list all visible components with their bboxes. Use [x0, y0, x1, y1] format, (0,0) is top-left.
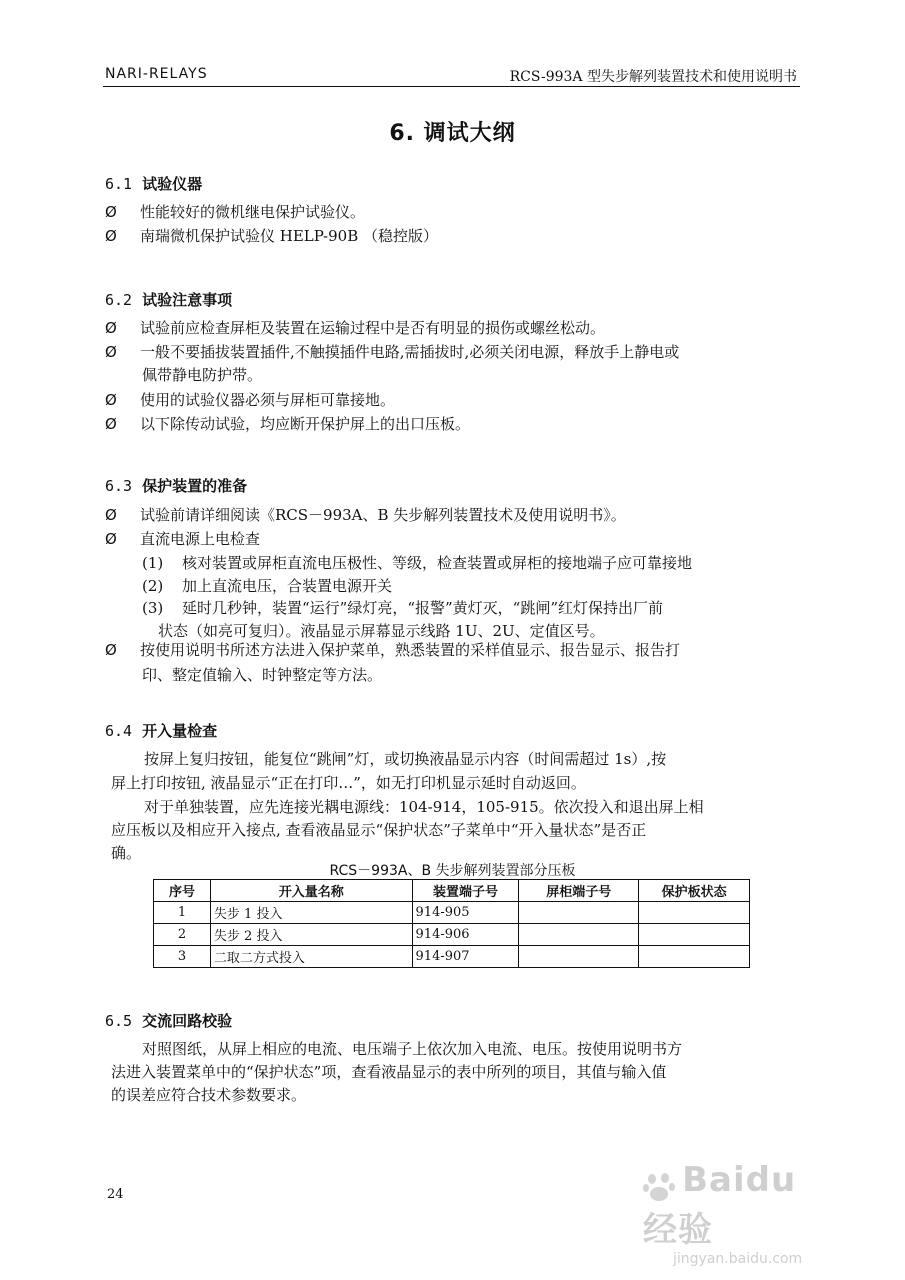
table-cell: 失步 2 投入 [210, 924, 412, 946]
bullet-icon: Ø [105, 506, 117, 524]
bullet-icon: Ø [105, 319, 117, 337]
section-number: 6.5 [105, 1012, 133, 1030]
section-title: 保护装置的准备 [142, 477, 248, 495]
section-title: 试验注意事项 [142, 291, 233, 309]
sub-item-text: 加上直流电压，合装置电源开关 [182, 577, 393, 595]
column-header: 屏柜端子号 [519, 880, 639, 902]
watermark-url: jingyan.baidu.com [673, 1250, 803, 1267]
item-text: 按使用说明书所述方法进入保护菜单，熟悉装置的采样值显示、报告显示、报告打 [140, 641, 681, 659]
sub-item-text: 核对装置或屏柜直流电压极性、等级，检查装置或屏柜的接地端子应可靠接地 [182, 554, 693, 572]
section-number: 6.1 [105, 175, 133, 193]
list-item [105, 200, 365, 224]
table-caption: RCS－993A、B 失步解列装置部分压板 [329, 863, 576, 879]
table-cell [639, 902, 750, 924]
list-item [105, 316, 605, 340]
list-item [105, 638, 680, 662]
watermark-logo-row [643, 1160, 843, 1251]
column-header: 序号 [154, 880, 211, 902]
sub-item [142, 552, 692, 573]
section-number: 6.4 [105, 722, 133, 740]
header-doc-title: RCS-993A 型失步解列装置技术和使用说明书 [509, 69, 797, 85]
item-text: 南瑞微机保护试验仪 HELP-90B （稳控版） [140, 227, 438, 245]
table-cell: 914-907 [412, 946, 519, 968]
column-header: 装置端子号 [412, 880, 519, 902]
sub-item-number: (1) [142, 554, 164, 572]
watermark-logo-text: Baidu 经验 [643, 1160, 797, 1250]
table-cell [519, 924, 639, 946]
bullet-icon: Ø [105, 227, 117, 245]
header-divider [103, 86, 800, 87]
section-title: 交流回路校验 [142, 1012, 233, 1030]
section-6-2-heading [105, 289, 232, 310]
pressure-plate-table [153, 879, 750, 968]
sub-item-number: (2) [142, 577, 164, 595]
sub-item [142, 597, 663, 618]
table-row [154, 902, 750, 924]
list-item [105, 503, 626, 527]
section-6-3-heading [105, 475, 247, 496]
item-text: 一般不要插拔装置插件,不触摸插件电路,需插拔时,必须关闭电源，释放手上静电或 [140, 343, 680, 361]
table-cell: 二取二方式投入 [210, 946, 412, 968]
table-cell: 914-905 [412, 902, 519, 924]
list-item [105, 388, 395, 412]
chapter-title: 6. 调试大纲 [389, 121, 516, 146]
paragraph-line: 应压板以及相应开入接点, 查看液晶显示“保护状态”子菜单中“开入量状态”是否正 [111, 821, 647, 839]
list-item [105, 340, 679, 364]
table-row [154, 924, 750, 946]
paragraph-line: 按屏上复归按钮，能复位“跳闸”灯，或切换液晶显示内容（时间需超过 1s）,按 [144, 750, 667, 768]
table-cell [639, 924, 750, 946]
paragraph-line: 确。 [111, 844, 142, 862]
table-row [154, 946, 750, 968]
baidu-watermark [643, 1160, 843, 1267]
bullet-icon: Ø [105, 343, 117, 361]
sub-item-text-continued: 状态（如亮可复归）。液晶显示屏幕显示线路 1U、2U、定值区号。 [158, 622, 605, 640]
bullet-icon: Ø [105, 391, 117, 409]
item-text: 试验前请详细阅读《RCS－993A、B 失步解列装置技术及使用说明书》。 [140, 506, 626, 524]
paragraph-line: 的误差应符合技术参数要求。 [111, 1086, 307, 1104]
section-6-5-heading [105, 1010, 232, 1031]
column-header: 开入量名称 [210, 880, 412, 902]
section-title: 试验仪器 [142, 175, 203, 193]
item-text: 直流电源上电检查 [140, 530, 261, 548]
table-cell: 3 [154, 946, 211, 968]
table-cell: 失步 1 投入 [210, 902, 412, 924]
list-item [105, 412, 470, 436]
item-text-continued: 印、整定值输入、时钟整定等方法。 [142, 666, 383, 684]
section-number: 6.2 [105, 291, 133, 309]
table-cell [639, 946, 750, 968]
header-brand: NARI-RELAYS [105, 66, 208, 82]
paw-icon [643, 1172, 677, 1202]
column-header: 保护板状态 [639, 880, 750, 902]
item-text: 试验前应检查屏柜及装置在运输过程中是否有明显的损伤或螺丝松动。 [140, 319, 606, 337]
table-cell: 1 [154, 902, 211, 924]
table-cell [519, 946, 639, 968]
paragraph-line: 对于单独装置，应先连接光耦电源线：104-914，105-915。依次投入和退出屏上相 [144, 798, 704, 816]
list-item [105, 527, 260, 551]
item-text-continued: 佩带静电防护带。 [142, 366, 263, 384]
bullet-icon: Ø [105, 415, 117, 433]
sub-item-text: 延时几秒钟，装置“运行”绿灯亮，“报警”黄灯灭，“跳闸”红灯保持出厂前 [182, 599, 664, 617]
table-cell: 2 [154, 924, 211, 946]
section-6-1-heading [105, 173, 202, 194]
paragraph-line: 对照图纸，从屏上相应的电流、电压端子上依次加入电流、电压。按使用说明书方 [142, 1040, 683, 1058]
section-title: 开入量检查 [142, 722, 218, 740]
item-text: 使用的试验仪器必须与屏柜可靠接地。 [140, 391, 396, 409]
sub-item-number: (3) [142, 599, 164, 617]
table-cell [519, 902, 639, 924]
sub-item [142, 575, 392, 596]
page-number: 24 [107, 1187, 124, 1202]
section-6-4-heading [105, 720, 217, 741]
table-cell: 914-906 [412, 924, 519, 946]
bullet-icon: Ø [105, 530, 117, 548]
item-text: 性能较好的微机继电保护试验仪。 [140, 203, 366, 221]
bullet-icon: Ø [105, 203, 117, 221]
item-text: 以下除传动试验，均应断开保护屏上的出口压板。 [140, 415, 471, 433]
list-item [105, 224, 438, 248]
section-number: 6.3 [105, 477, 133, 495]
bullet-icon: Ø [105, 641, 117, 659]
paragraph-line: 法进入装置菜单中的“保护状态”项，查看液晶显示的表中所列的项目，其值与输入值 [111, 1063, 667, 1081]
paragraph-line: 屏上打印按钮, 液晶显示“正在打印…”，如无打印机显示延时自动返回。 [111, 774, 586, 792]
table-header-row [154, 880, 750, 902]
